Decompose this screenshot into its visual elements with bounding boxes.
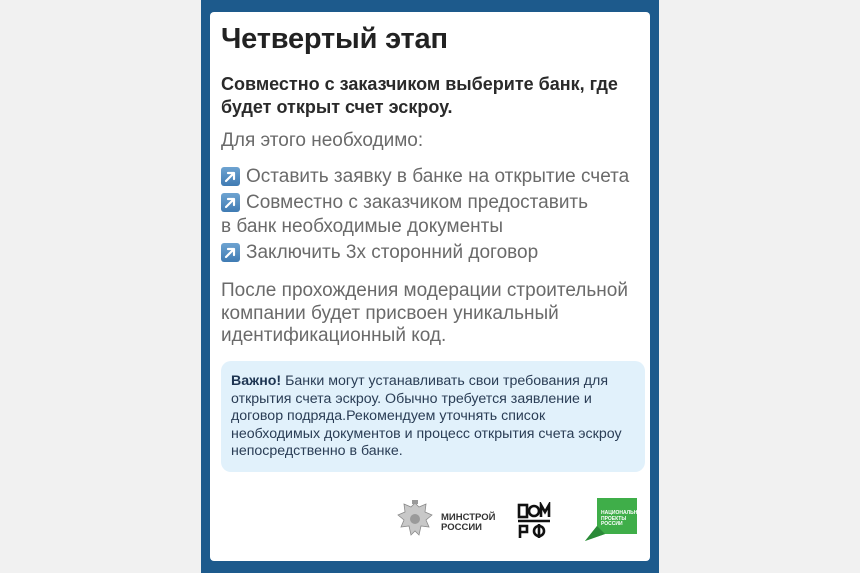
logos-row	[395, 494, 646, 550]
emblem-icon	[395, 499, 435, 543]
important-note	[221, 361, 645, 472]
note-text: Банки могут устанавливать свои требования для открытия счета эскроу. Обычно требуется заявление и договор подряда.Рекомендуем уточнять список необходимых документов и процесс открытия счета эскроу непосредственно в банке.	[231, 373, 622, 459]
natproj-line1: НАЦИОНАЛЬНЫЕ	[601, 510, 646, 516]
natproj-line3: РОССИИ	[601, 521, 623, 527]
moderation-text: После прохождения модерации строительной компании будет присвоен уникальный идентификационный код.	[221, 280, 628, 346]
list-item	[221, 241, 646, 265]
minstroi-line2: РОССИИ	[441, 522, 482, 533]
intro-text: Для этого необходимо:	[221, 130, 424, 151]
slide-title: Четвертый этап	[221, 23, 448, 55]
step-label: Заключить 3х сторонний договор	[246, 242, 539, 263]
up-right-arrow-icon	[221, 167, 240, 186]
minstroi-line1: МИНСТРОЙ	[441, 512, 496, 523]
natproj-line2: ПРОЕКТЫ	[601, 515, 627, 522]
up-right-arrow-icon	[221, 243, 240, 262]
up-right-arrow-icon	[221, 193, 240, 212]
slide-card	[210, 12, 650, 561]
note-strong: Важно!	[231, 373, 282, 389]
list-item	[221, 191, 646, 239]
step-label: Оставить заявку в банке на открытие счета	[246, 166, 630, 187]
step-label: Совместно с заказчиком предоставить	[246, 192, 589, 213]
list-item	[221, 165, 646, 189]
natproj-logo-text	[601, 510, 646, 528]
lead-text: Совместно с заказчиком выберите банк, где будет открыт счет эскроу.	[221, 74, 618, 117]
dom-rf-logo	[517, 502, 551, 540]
steps-list	[221, 165, 646, 267]
minstroi-logo-text	[441, 513, 495, 533]
step-label-line2: в банк необходимые документы	[221, 216, 503, 237]
